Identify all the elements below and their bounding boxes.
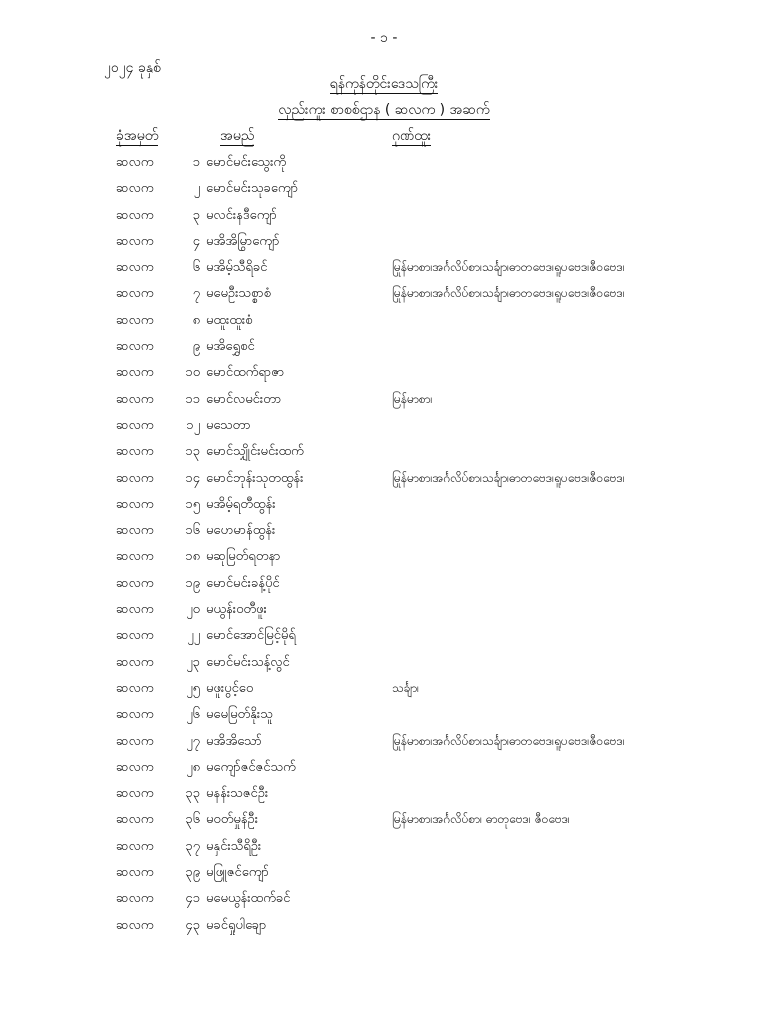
table-row	[0, 413, 768, 439]
roll-prefix: ဆလက	[116, 786, 154, 802]
student-name: မဆုမြတ်ရတနာ	[206, 549, 281, 565]
roll-number: ၂	[193, 181, 200, 197]
results-list	[0, 150, 768, 939]
roll-prefix: ဆလက	[116, 207, 154, 223]
roll-prefix: ဆလက	[116, 654, 154, 670]
distinction-subjects: မြန်မာစာ၊	[392, 391, 433, 406]
roll-number: ၇	[192, 286, 200, 302]
document-subtitle	[0, 100, 768, 121]
roll-number: ၂၆	[186, 707, 200, 723]
roll-number: ၁၀	[185, 365, 200, 381]
roll-number: ၁	[192, 155, 200, 170]
student-name: မောင်မင်းသွေးကို	[206, 155, 287, 170]
roll-number: ၂၂	[187, 628, 200, 644]
column-header-distinction-text: ဂုဏ်ထူး	[392, 128, 432, 144]
student-name: မဖူးပွင့်ဝေ	[206, 680, 254, 696]
student-name: မခင်ရှုပါချော	[206, 917, 267, 933]
student-name: မောင်လမင်းတာ	[206, 391, 282, 407]
table-row	[0, 439, 768, 465]
roll-number: ၃၇	[185, 838, 200, 854]
document-title-text: ရန်ကုန်တိုင်းဒေသကြီး	[329, 76, 439, 92]
roll-number: ၆	[192, 260, 200, 276]
roll-prefix: ဆလက	[116, 628, 154, 644]
document-title	[0, 74, 768, 95]
table-row	[0, 650, 768, 676]
roll-prefix: ဆလက	[116, 286, 154, 302]
student-name: မောင်အောင်မြင့်မိုရ်	[206, 628, 296, 644]
student-name: မနှင်းသီရိဦး	[206, 838, 262, 854]
student-name: မောင်မင်းသုခကျော်	[206, 181, 299, 197]
roll-number: ၃	[192, 207, 200, 223]
table-row	[0, 886, 768, 912]
roll-prefix: ဆလက	[116, 444, 154, 460]
column-header-roll	[116, 126, 158, 147]
document-subtitle-text: လှည်းကူး စာစစ်ဌာန ( ဆလက ) အဆက်	[278, 102, 490, 118]
roll-number: ၃၃	[185, 786, 200, 802]
student-name: မမေဦးသစ္စာစံ	[206, 286, 271, 302]
student-name: မယွန်းဝတီဖူး	[206, 602, 267, 618]
table-row	[0, 544, 768, 570]
student-name: မအိမ့်သီရိခင်	[206, 260, 268, 276]
table-row	[0, 492, 768, 518]
student-name: မောင်မင်းသန့်လွင်	[206, 654, 290, 670]
student-name: မမေမြတ်နိုးသူ	[206, 707, 273, 723]
student-name: မအိအိသော်	[206, 733, 262, 749]
roll-number: ၁၉	[185, 575, 200, 591]
roll-prefix: ဆလက	[116, 523, 154, 539]
table-row	[0, 203, 768, 229]
distinction-subjects: မြန်မာစာ၊အင်္ဂလိပ်စာ၊သင်္ချာ၊ဓာတုဗေဒ၊ရူပဗေဒ၊ဇီဝဗေဒ၊	[392, 260, 625, 275]
student-name: မသေတာ	[206, 417, 251, 433]
table-row	[0, 308, 768, 334]
roll-prefix: ဆလက	[116, 233, 154, 249]
roll-prefix: ဆလက	[116, 470, 154, 486]
student-name: မမေယွန်းထက်ခင်	[206, 891, 291, 907]
table-row	[0, 729, 768, 755]
table-row	[0, 360, 768, 386]
distinction-subjects: သင်္ချာ၊	[392, 680, 420, 695]
table-row	[0, 229, 768, 255]
table-row	[0, 676, 768, 702]
table-row	[0, 255, 768, 281]
distinction-subjects: မြန်မာစာ၊အင်္ဂလိပ်စာ၊သင်္ချာ၊ဓာတုဗေဒ၊ရူပဗေဒ၊ဇီဝဗေဒ၊	[392, 286, 625, 301]
roll-number: ၃၉	[185, 865, 200, 881]
table-row	[0, 387, 768, 413]
student-name: မအိအိမြွာကျော်	[206, 233, 280, 249]
page-number: - ၁ -	[370, 30, 398, 46]
roll-prefix: ဆလက	[116, 339, 154, 355]
column-header-distinction	[392, 126, 431, 147]
roll-prefix: ဆလက	[116, 865, 154, 881]
roll-prefix: ဆလက	[116, 496, 154, 512]
roll-prefix: ဆလက	[116, 575, 154, 591]
year-label: ၂၀၂၄ ခုနှစ်	[104, 60, 161, 76]
roll-number: ၁၄	[185, 470, 200, 486]
roll-number: ၂၅	[186, 680, 200, 696]
roll-number: ၁၅	[185, 496, 200, 512]
student-name: မဝတ်မှုန်ဦး	[206, 812, 259, 828]
roll-prefix: ဆလက	[116, 891, 154, 907]
student-name: မောင်မင်းခန့်ပိုင်	[206, 575, 280, 591]
roll-prefix: ဆလက	[116, 917, 154, 933]
table-row	[0, 150, 768, 176]
roll-number: ၄	[192, 233, 200, 249]
roll-number: ၃၆	[185, 812, 200, 828]
column-header-roll-text: ခုံအမှတ်	[116, 128, 159, 144]
roll-prefix: ဆလက	[116, 312, 154, 328]
roll-number: ၁၁	[185, 391, 200, 407]
roll-prefix: ဆလက	[116, 155, 154, 170]
roll-prefix: ဆလက	[116, 812, 154, 828]
table-row	[0, 623, 768, 649]
column-header-name	[220, 126, 254, 147]
student-name: မောင်ဘုန်းသုတထွန်း	[206, 470, 304, 486]
roll-prefix: ဆလက	[116, 838, 154, 854]
roll-prefix: ဆလက	[116, 417, 154, 433]
roll-prefix: ဆလက	[116, 181, 154, 197]
roll-prefix: ဆလက	[116, 680, 154, 696]
distinction-subjects: မြန်မာစာ၊အင်္ဂလိပ်စာ၊ ဓာတုဗေဒ၊ ဇီဝဗေဒ၊	[392, 812, 570, 827]
roll-number: ၁၃	[185, 444, 200, 460]
roll-number: ၄၃	[185, 917, 200, 933]
table-row	[0, 334, 768, 360]
distinction-subjects: မြန်မာစာ၊အင်္ဂလိပ်စာ၊သင်္ချာ၊ဓာတုဗေဒ၊ရူပဗေဒ၊ဇီဝဗေဒ၊	[392, 470, 625, 485]
roll-number: ၄၁	[185, 891, 200, 907]
roll-number: ၉	[192, 339, 200, 355]
roll-prefix: ဆလက	[116, 707, 154, 723]
table-row	[0, 755, 768, 781]
student-name: မအိရွှေစင်	[206, 339, 255, 355]
roll-prefix: ဆလက	[116, 759, 154, 775]
student-name: မဟေမာန်ထွန်း	[206, 523, 276, 539]
roll-number: ၂၃	[186, 654, 200, 670]
table-row	[0, 913, 768, 939]
roll-prefix: ဆလက	[116, 733, 154, 749]
student-name: မဖြူဇင်ကျော်	[206, 865, 269, 881]
table-row	[0, 571, 768, 597]
roll-number: ၂၈	[186, 759, 200, 775]
student-name: မကျော်ဇင်ဇင်သက်	[206, 759, 296, 775]
roll-prefix: ဆလက	[116, 365, 154, 381]
table-row	[0, 834, 768, 860]
roll-number: ၂၀	[186, 602, 200, 618]
roll-number: ၁၂	[186, 417, 200, 433]
table-row	[0, 702, 768, 728]
table-row	[0, 281, 768, 307]
student-name: မနန်းသဇင်ဦး	[206, 786, 269, 802]
roll-prefix: ဆလက	[116, 549, 154, 565]
roll-prefix: ဆလက	[116, 260, 154, 276]
table-row	[0, 176, 768, 202]
student-name: မထူးထူးစံ	[206, 312, 253, 328]
student-name: မောင်ထက်ရာဇာ	[206, 365, 285, 381]
table-row	[0, 518, 768, 544]
roll-prefix: ဆလက	[116, 391, 154, 407]
student-name: မောင်သျှိုင်းမင်းထက်	[206, 444, 304, 460]
table-row	[0, 781, 768, 807]
table-row	[0, 807, 768, 833]
column-header-name-text: အမည်	[220, 128, 255, 144]
distinction-subjects: မြန်မာစာ၊အင်္ဂလိပ်စာ၊သင်္ချာ၊ဓာတုဗေဒ၊ရူပဗေဒ၊ဇီဝဗေဒ၊	[392, 733, 625, 748]
roll-number: ၁၆	[185, 523, 200, 539]
roll-number: ၁၈	[185, 549, 200, 565]
table-row	[0, 597, 768, 623]
roll-number: ၈	[192, 312, 200, 328]
roll-prefix: ဆလက	[116, 602, 154, 618]
table-row	[0, 860, 768, 886]
student-name: မလင်းနဒီကျော်	[206, 207, 277, 223]
table-row	[0, 466, 768, 492]
student-name: မအိမ့်ရတီထွန်း	[206, 496, 276, 512]
column-headers	[0, 126, 768, 146]
roll-number: ၂၇	[186, 733, 200, 749]
